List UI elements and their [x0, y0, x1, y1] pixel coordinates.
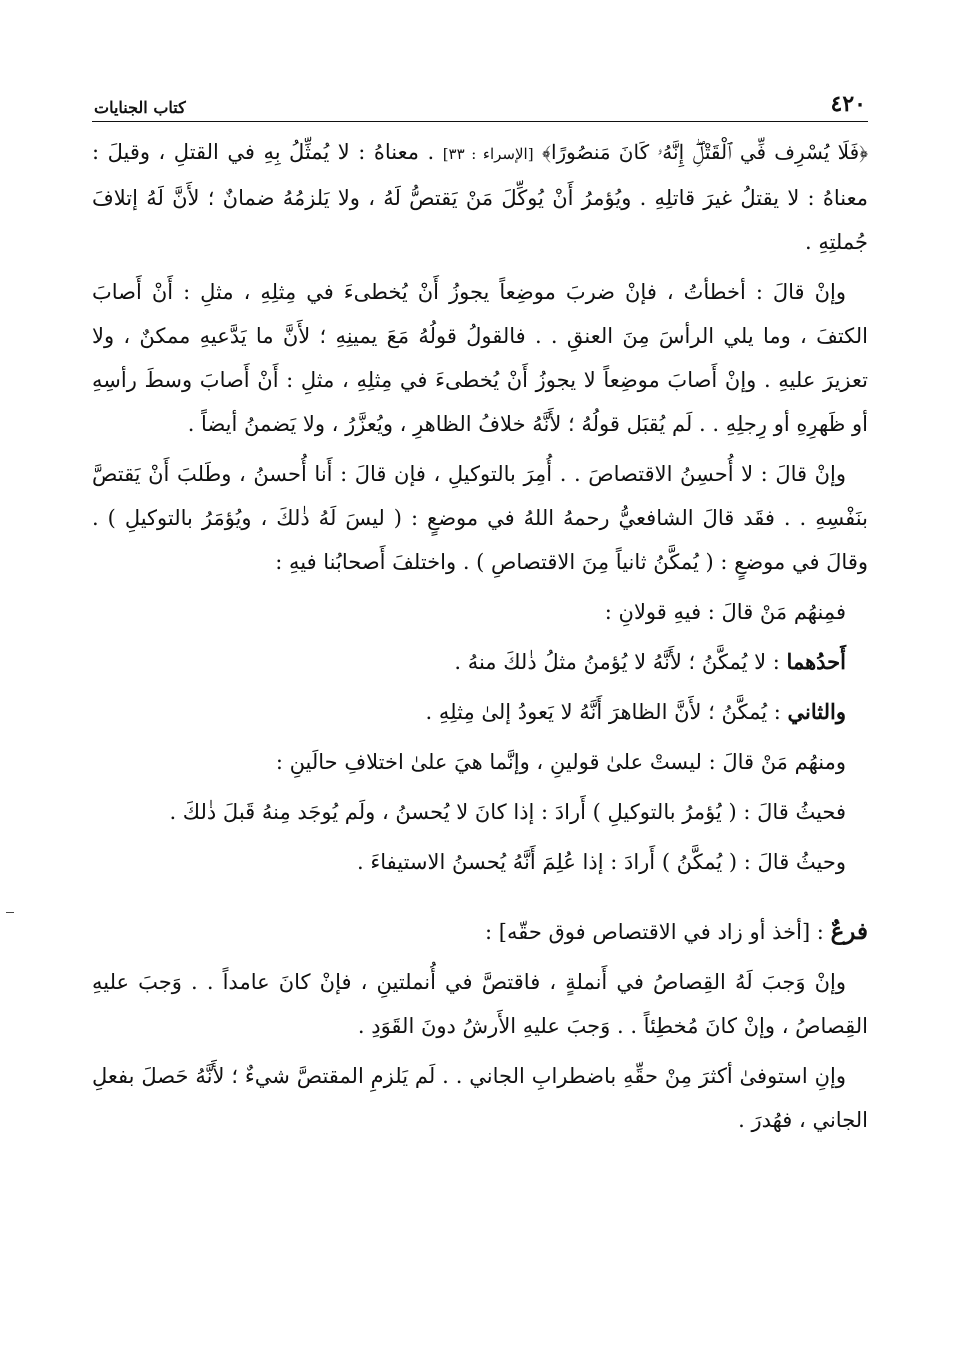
branch-heading: [92, 910, 868, 954]
book-title: كتاب الجنايات: [94, 98, 186, 117]
paragraph-1-text: . معناهُ : لا يُمثِّلُ بِهِ في القتلِ ، وقيلَ : معناهُ : لا يقتلُ غيرَ قاتلِهِ . ويُؤمرُ أَنْ يُوكِّلَ مَنْ يَقتصُّ لَهُ ، ولا يَلزمُهُ ضمانٌ ؛ لأَنَّ لَهُ إتلافَ جُملتِهِ .: [92, 140, 868, 254]
branch-paragraph-2: وإنِ استوفىٰ أكثرَ مِنْ حقِّهِ باضطرابِ الجاني . . لَم يَلزمِ المقتصَّ شيءٌ ؛ لأَنَّهُ حَصلَ بفعلِ الجاني ، فهُدرَ .: [92, 1064, 868, 1132]
paragraph-3: وإنْ قالَ : لا أُحسِنُ الاقتصاصَ . . أُمِرَ بالتوكيلِ ، فإن قالَ : أَنا أُحسنُ ، وطَلبَ أَنْ يَقتصَّ بنَفْسِهِ . . فقَد قالَ الشافعيُّ رحمهُ اللهُ في موضعٍ : ( ليسَ لَهُ ذٰلكَ ، ويُؤمَرُ بالتوكيلِ ) . وقالَ في موضعٍ : ( يُمكَّنُ ثانياً مِنَ الاقتصاصِ ) . واختلفَ أَصحابُنا فيهِ :: [92, 462, 868, 574]
page-body: [92, 122, 868, 1142]
branch-paragraph-1: وإنْ وَجبَ لَهُ القِصاصُ في أَنملةٍ ، فاقتصَّ في أُنملتينِ ، فإنْ كانَ عامداً . . وَجبَ عليهِ القِصاصُ ، وإنْ كانَ مُخطِئاً . . وَجبَ عليهِ الأَرشُ دونَ القَوَدِ .: [92, 970, 868, 1038]
branch-title: : [أخذ أو زاد في الاقتصاص فوق حقّه] :: [485, 920, 824, 944]
second-opinion-label: والثاني: [787, 699, 846, 724]
page-header: [92, 80, 868, 122]
verse-citation: [الإسراء : ٣٣]: [442, 145, 534, 163]
paragraph-5: [92, 640, 868, 684]
paragraph-4: فمِنهُم مَنْ قالَ : فيهِ قولانِ :: [604, 600, 846, 624]
page-number: ٤٢٠: [830, 91, 866, 117]
page: [92, 80, 868, 1330]
first-opinion-text: : لا يُمكَّنُ ؛ لأَنَّهُ لا يُؤمنُ مثلُ ذٰلكَ منهُ .: [454, 650, 780, 674]
paragraph-1: [92, 130, 868, 264]
paragraph-2: وإنْ قالَ : أخطأتُ ، فإنْ ضربَ موضِعاً يجوزُ أَنْ يُخطىءَ في مِثلِهِ ، مثلِ : أَنْ أَصابَ الكتفَ ، وما يلي الرأسَ مِنَ العنقِ . . فالقولُ قولُهُ مَعَ يمينِهِ ؛ لأَنَّ ما يَدَّعيهِ ممكنٌ ، ولا تعزيرَ عليهِ . وإنْ أَصابَ موضِعاً لا يجوزُ أَنْ يُخطىءَ في مِثلِهِ ، مثلِ : أَنْ أَصابَ وسطَ رأسِهِ أو ظَهرِهِ أو رِجلِهِ . . لَم يُقبَل قولُهُ ؛ لأَنَّهُ خلافُ الظاهرِ ، ويُعزَّرُ ، ولا يَضمنُ أيضاً .: [92, 280, 868, 436]
second-opinion-text: : يُمكَّنُ ؛ لأَنَّ الظاهرَ أَنَّهُ لا يَعودُ إلىٰ مِثلِهِ .: [425, 700, 781, 724]
first-opinion-label: أَحدُهما: [786, 649, 846, 674]
paragraph-8: فحيثُ قالَ : ( يُؤمرُ بالتوكيلِ ) أَرادَ : إذا كانَ لا يُحسنُ ، ولَم يُوجَد مِنهُ قَبلَ ذٰلكَ .: [169, 800, 846, 824]
paragraph-6: [92, 690, 868, 734]
branch-label: فرعٌ: [830, 918, 868, 945]
quran-verse: ﴿فَلَا يُسْرِف فِّي ٱلْقَتْلِۖ إِنَّهُۥ كَانَ مَنصُورًا﴾: [542, 140, 869, 164]
paragraph-7: ومنهُم مَنْ قالَ : ليستْ علىٰ قولينِ ، وإنَّما هيَ علىٰ اختلافِ حالَينِ :: [275, 750, 846, 774]
paragraph-9: وحيثُ قالَ : ( يُمكَّنُ ) أَرادَ : إذا عُلِمَ أَنَّهُ يُحسنُ الاستيفاءَ .: [356, 850, 846, 874]
margin-mark: [6, 912, 14, 913]
